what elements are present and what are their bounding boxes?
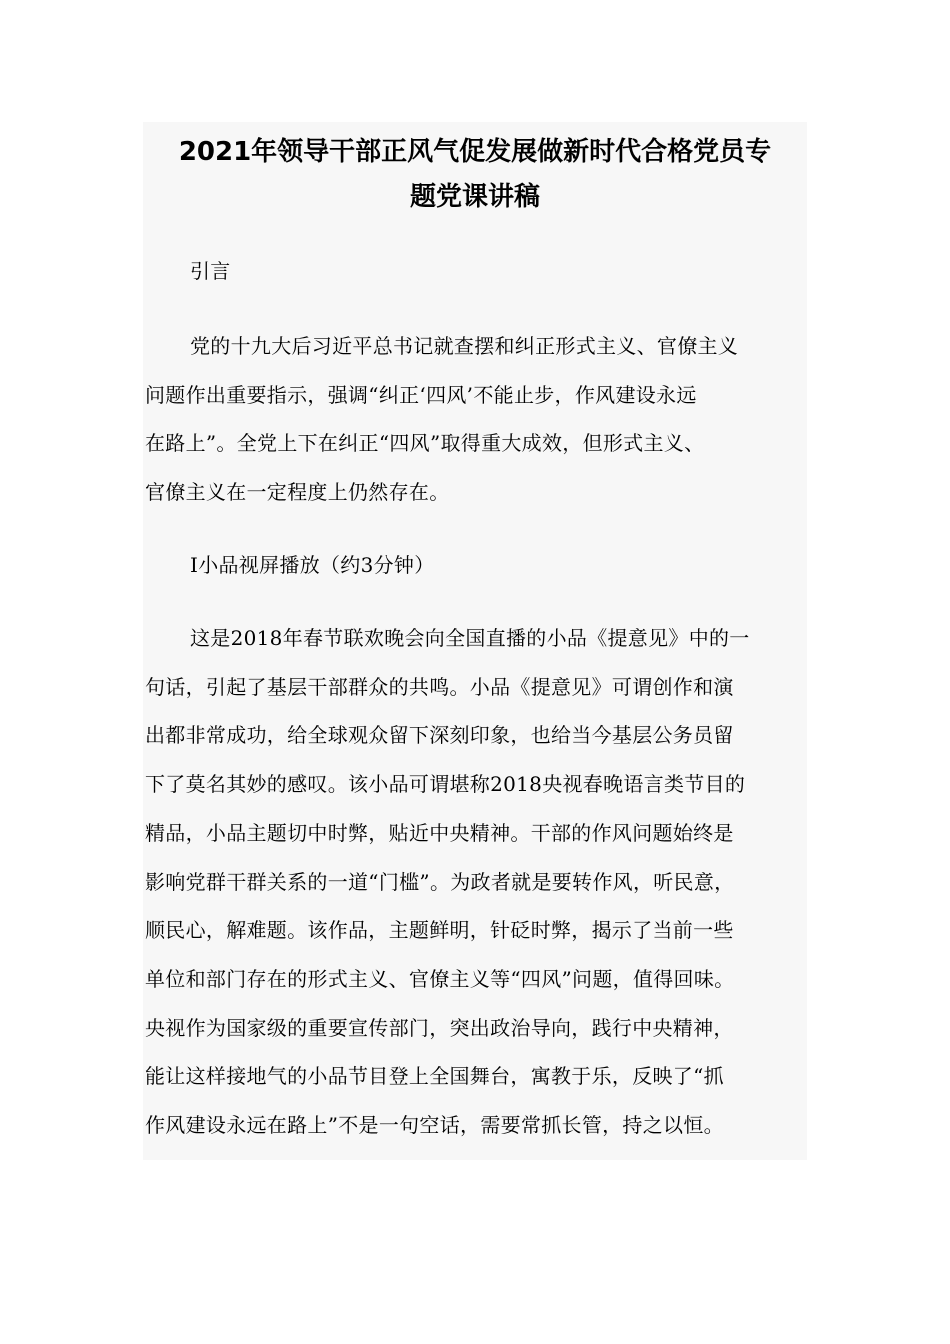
paragraph-1-line: 问题作出重要指示，强调“纠正‘四风’不能止步，作风建设永远 — [145, 382, 697, 407]
paragraph-2-line: 单位和部门存在的形式主义、官僚主义等“四风”问题，值得回味。 — [145, 966, 735, 991]
title-line-1: 2021年领导干部正风气促发展做新时代合格党员专 — [178, 137, 772, 167]
section-heading — [145, 541, 805, 590]
paragraph-2-line: 作风建设永远在路上”不是一句空话，需要常抓长管，持之以恒。 — [145, 1113, 724, 1138]
title-line-2: 题党课讲稿 — [409, 182, 540, 212]
paragraph-2-line: 精品，小品主题切中时弊，贴近中央精神。干部的作风问题始终是 — [145, 820, 734, 845]
paragraph-1 — [145, 322, 805, 517]
paragraph-2-line: 影响党群干群关系的一道“门槛”。为政者就是要转作风，听民意， — [145, 869, 735, 894]
paragraph-1-line: 党的十九大后习近平总书记就查摆和纠正形式主义、官僚主义 — [190, 334, 739, 358]
intro-heading — [145, 247, 805, 296]
intro-heading-text: 引言 — [190, 259, 231, 283]
paragraph-2 — [145, 614, 805, 1150]
paragraph-1-line: 在路上”。全党上下在纠正“四风”取得重大成效，但形式主义、 — [145, 431, 705, 456]
paragraph-1-line: 官僚主义在一定程度上仍然存在。 — [145, 480, 450, 505]
paragraph-2-line: 出都非常成功，给全球观众留下深刻印象，也给当今基层公务员留 — [145, 723, 734, 748]
document-title — [0, 130, 950, 220]
paragraph-2-line: 句话，引起了基层干部群众的共鸣。小品《提意见》可谓创作和演 — [145, 674, 734, 699]
paragraph-2-line: 下了莫名其妙的感叹。该小品可谓堪称2018央视春晚语言类节目的 — [145, 772, 746, 797]
paragraph-2-line: 央视作为国家级的重要宣传部门，突出政治导向，践行中央精神， — [145, 1015, 734, 1040]
paragraph-2-line: 顺民心，解难题。该作品，主题鲜明，针砭时弊，揭示了当前一些 — [145, 918, 734, 943]
paragraph-2-line: 能让这样接地气的小品节目登上全国舞台，寓教于乐，反映了“抓 — [145, 1064, 724, 1089]
paragraph-2-line: 这是2018年春节联欢晚会向全国直播的小品《提意见》中的一 — [190, 626, 750, 650]
section-heading-text: I小品视屏播放（约3分钟） — [190, 553, 435, 577]
